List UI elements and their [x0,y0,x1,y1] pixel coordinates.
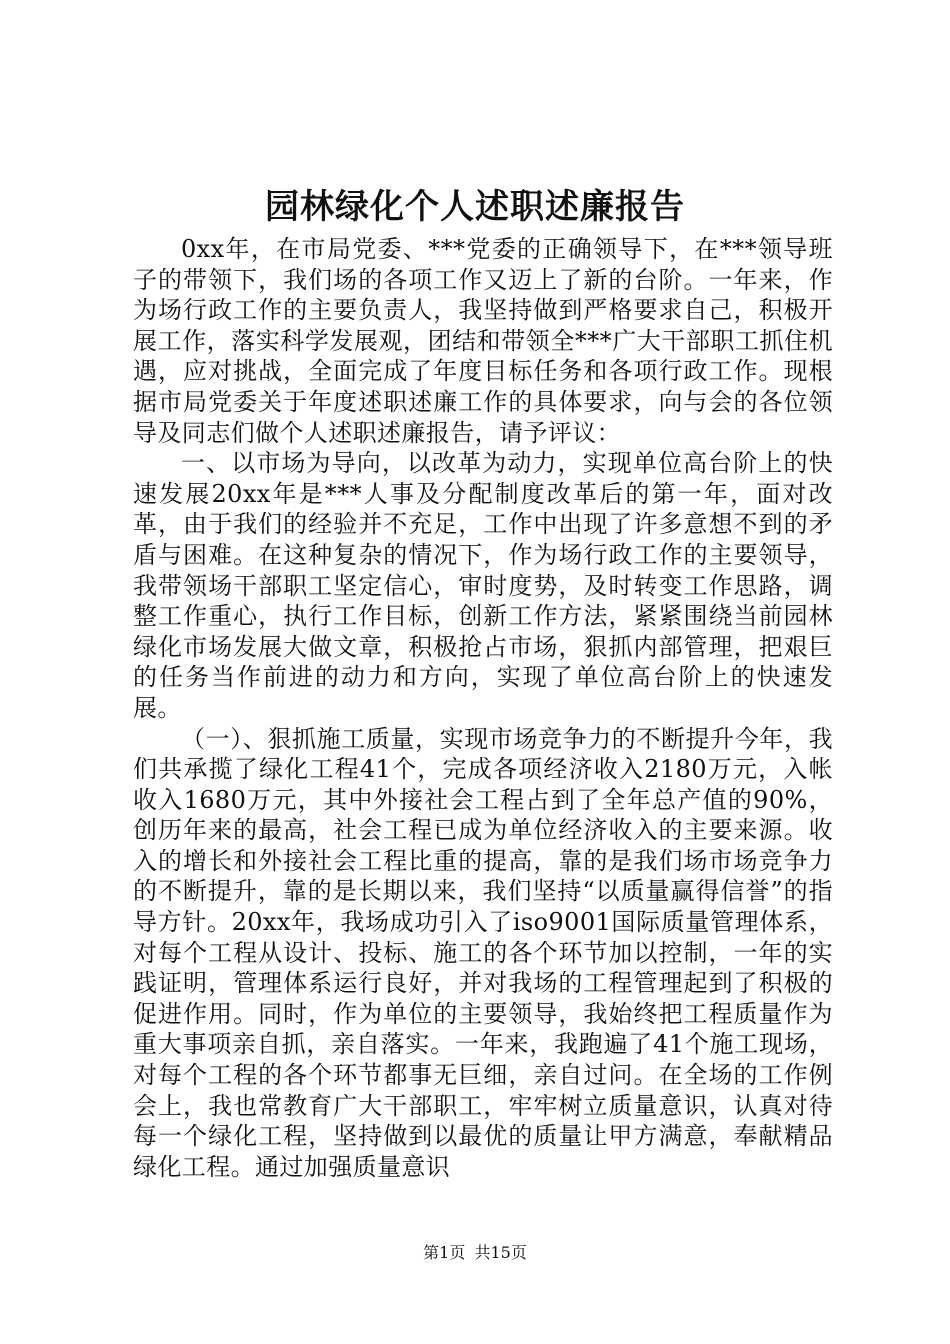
paragraph-subsection-1: （一）、狠抓施工质量，实现市场竞争力的不断提升今年，我们共承揽了绿化工程41个，完成各项经济收入2180万元，入帐收入1680万元，其中外接社会工程占到了全年总产值的90%，创历年来的最高，社会工程已成为单位经济收入的主要来源。收入的增长和外接社会工程比重的提高，靠的是我们场市场竞争力的不断提升，靠的是长期以来，我们坚持“以质量赢得信誉”的指导方针。20xx年，我场成功引入了iso9001国际质量管理体系，对每个工程从设计、投标、施工的各个环节加以控制，一年的实践证明，管理体系运行良好，并对我场的工程管理起到了积极的促进作用。同时，作为单位的主要领导，我始终把工程质量作为重大事项亲自抓，亲自落实。一年来，我跑遍了41个施工现场，对每个工程的各个环节都事无巨细，亲自过问。在全场的工作例会上，我也常教育广大干部职工，牢牢树立质量意识，认真对待每一个绿化工程，坚持做到以最优的质量让甲方满意，奉献精品绿化工程。通过加强质量意识 [133,724,833,1181]
document-title: 园林绿化个人述职述廉报告 [265,187,685,227]
document-body [133,234,833,1182]
paragraph-intro: 0xx年，在市局党委、***党委的正确领导下，在***领导班子的带领下，我们场的各项工作又迈上了新的台阶。一年来，作为场行政工作的主要负责人，我坚持做到严格要求自己，积极开展工作，落实科学发展观，团结和带领全***广大干部职工抓住机遇，应对挑战，全面完成了年度目标任务和各项行政工作。现根据市局党委关于年度述职述廉工作的具体要求，向与会的各位领导及同志们做个人述职述廉报告，请予评议： [133,235,833,447]
paragraph-section-1: 一、以市场为导向，以改革为动力，实现单位高台阶上的快速发展20xx年是***人事及分配制度改革后的第一年，面对改革，由于我们的经验并不充足，工作中出现了许多意想不到的矛盾与困难。在这种复杂的情况下，作为场行政工作的主要领导，我带领场干部职工坚定信心，审时度势，及时转变工作思路，调整工作重心，执行工作目标，创新工作方法，紧紧围绕当前园林绿化市场发展大做文章，积极抢占市场，狠抓内部管理，把艰巨的任务当作前进的动力和方向，实现了单位高台阶上的快速发展。 [133,449,833,722]
page-number: 第1页 [423,1243,466,1262]
page-total: 共15页 [474,1243,527,1262]
page-footer [0,1242,950,1264]
